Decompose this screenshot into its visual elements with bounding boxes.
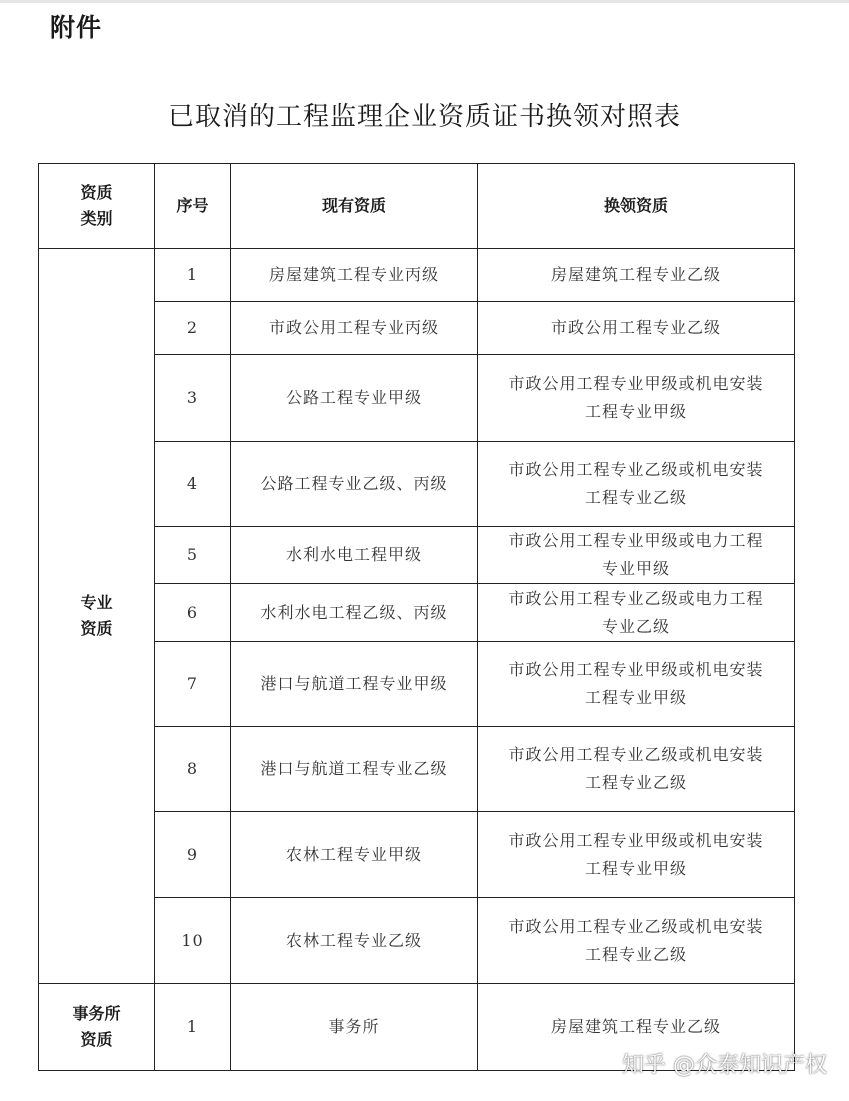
current-qualification-cell: 公路工程专业乙级、丙级 [231, 442, 478, 527]
replacement-qualification-cell: 市政公用工程专业乙级 [478, 302, 795, 355]
replacement-qualification-cell: 市政公用工程专业甲级或机电安装 工程专业甲级 [478, 812, 795, 898]
current-qualification-cell: 港口与航道工程专业甲级 [231, 642, 478, 727]
header-replacement: 换领资质 [478, 164, 795, 249]
qualification-table [38, 163, 795, 1071]
replacement-qualification-cell: 房屋建筑工程专业乙级 [478, 984, 795, 1071]
index-cell: 7 [155, 642, 231, 727]
replacement-qualification-cell: 市政公用工程专业乙级或机电安装 工程专业乙级 [478, 898, 795, 984]
replacement-qualification-cell: 市政公用工程专业甲级或电力工程 专业甲级 [478, 527, 795, 584]
index-cell: 5 [155, 527, 231, 584]
header-category: 资质 类别 [39, 164, 155, 249]
current-qualification-cell: 水利水电工程甲级 [231, 527, 478, 584]
replacement-qualification-cell: 市政公用工程专业乙级或机电安装 工程专业乙级 [478, 727, 795, 812]
replacement-qualification-cell: 市政公用工程专业乙级或机电安装 工程专业乙级 [478, 442, 795, 527]
index-cell: 1 [155, 249, 231, 302]
current-qualification-cell: 农林工程专业乙级 [231, 898, 478, 984]
index-cell: 8 [155, 727, 231, 812]
current-qualification-cell: 事务所 [231, 984, 478, 1071]
document-title: 已取消的工程监理企业资质证书换领对照表 [167, 102, 681, 132]
category-cell: 事务所 资质 [39, 984, 155, 1071]
replacement-qualification-cell: 市政公用工程专业甲级或机电安装 工程专业甲级 [478, 642, 795, 727]
table-header-row [39, 164, 795, 249]
category-cell: 专业 资质 [39, 249, 155, 984]
header-current: 现有资质 [231, 164, 478, 249]
top-border [0, 0, 849, 3]
current-qualification-cell: 市政公用工程专业丙级 [231, 302, 478, 355]
index-cell: 6 [155, 584, 231, 642]
index-cell: 1 [155, 984, 231, 1071]
current-qualification-cell: 房屋建筑工程专业丙级 [231, 249, 478, 302]
current-qualification-cell: 公路工程专业甲级 [231, 355, 478, 442]
current-qualification-cell: 水利水电工程乙级、丙级 [231, 584, 478, 642]
table-row [39, 249, 795, 302]
watermark: 知乎 @众泰知识产权 [622, 1053, 827, 1078]
replacement-qualification-cell: 市政公用工程专业甲级或机电安装 工程专业甲级 [478, 355, 795, 442]
header-index: 序号 [155, 164, 231, 249]
replacement-qualification-cell: 市政公用工程专业乙级或电力工程 专业乙级 [478, 584, 795, 642]
index-cell: 2 [155, 302, 231, 355]
index-cell: 10 [155, 898, 231, 984]
replacement-qualification-cell: 房屋建筑工程专业乙级 [478, 249, 795, 302]
current-qualification-cell: 港口与航道工程专业乙级 [231, 727, 478, 812]
attachment-label: 附件 [50, 13, 103, 42]
index-cell: 4 [155, 442, 231, 527]
index-cell: 9 [155, 812, 231, 898]
current-qualification-cell: 农林工程专业甲级 [231, 812, 478, 898]
index-cell: 3 [155, 355, 231, 442]
